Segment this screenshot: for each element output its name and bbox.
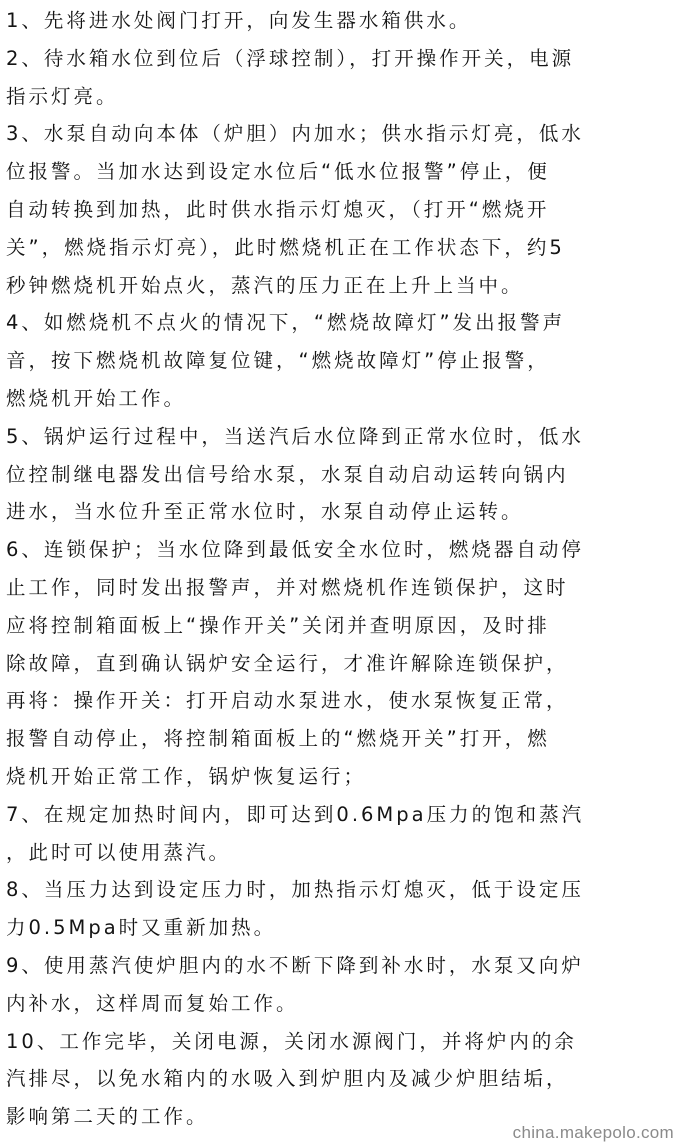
text-line: 影响第二天的工作。 bbox=[6, 1105, 209, 1129]
text-line: 应将控制箱面板上“操作开关”关闭并查明原因，及时排 bbox=[6, 613, 550, 637]
text-line: 3、水泵自动向本体（炉胆）内加水；供水指示灯亮，低水 bbox=[6, 122, 584, 146]
text-line: 7、在规定加热时间内，即可达到0.6Mpa压力的饱和蒸汽 bbox=[6, 802, 585, 826]
watermark: china.makepolo.com bbox=[512, 1123, 674, 1142]
text-line: 关”，燃烧指示灯亮），此时燃烧机正在工作状态下，约5 bbox=[6, 235, 565, 259]
text-line: 秒钟燃烧机开始点火，蒸汽的压力正在上升上当中。 bbox=[6, 273, 524, 297]
text-line: 再将：操作开关：打开启动水泵进水，使水泵恢复正常， bbox=[6, 689, 569, 713]
text-line: 2、待水箱水位到位后（浮球控制），打开操作开关，电源 bbox=[6, 46, 575, 70]
text-line: 5、锅炉运行过程中，当送汽后水位降到正常水位时，低水 bbox=[6, 424, 584, 448]
text-line: 力0.5Mpa时又重新加热。 bbox=[6, 916, 277, 940]
text-line: 6、连锁保护；当水位降到最低安全水位时，燃烧器自动停 bbox=[6, 538, 584, 562]
text-line: 烧机开始正常工作，锅炉恢复运行； bbox=[6, 764, 367, 788]
text-line: 进水，当水位升至正常水位时，水泵自动停止运转。 bbox=[6, 500, 524, 524]
text-line: 音，按下燃烧机故障复位键，“燃烧故障灯”停止报警， bbox=[6, 349, 550, 373]
text-line: 止工作，同时发出报警声，并对燃烧机作连锁保护，这时 bbox=[6, 575, 569, 599]
text-line: 燃烧机开始工作。 bbox=[6, 386, 187, 410]
text-line: 除故障，直到确认锅炉安全运行，才准许解除连锁保护， bbox=[6, 651, 569, 675]
text-line: 汽排尽，以免水箱内的水吸入到炉胆内及减少炉胆结垢， bbox=[6, 1067, 569, 1091]
text-line: 8、当压力达到设定压力时，加热指示灯熄灭，低于设定压 bbox=[6, 878, 584, 902]
text-line: 1、先将进水处阀门打开，向发生器水箱供水。 bbox=[6, 9, 472, 32]
text-line: ，此时可以使用蒸汽。 bbox=[6, 840, 232, 864]
text-line: 位报警。当加水达到设定水位后“低水位报警”停止，便 bbox=[6, 160, 550, 184]
text-line: 指示灯亮。 bbox=[6, 84, 119, 108]
text-line: 位控制继电器发出信号给水泵，水泵自动启动运转向锅内 bbox=[6, 462, 569, 486]
text-line: 报警自动停止，将控制箱面板上的“燃烧开关”打开，燃 bbox=[6, 727, 550, 751]
text-line: 9、使用蒸汽使炉胆内的水不断下降到补水时，水泵又向炉 bbox=[6, 953, 584, 977]
document-body bbox=[6, 2, 672, 1136]
text-line: 4、如燃烧机不点火的情况下，“燃烧故障灯”发出报警声 bbox=[6, 311, 566, 335]
text-line: 内补水，这样周而复始工作。 bbox=[6, 991, 299, 1015]
text-line: 10、工作完毕，关闭电源，关闭水源阀门，并将炉内的余 bbox=[6, 1029, 577, 1053]
text-line: 自动转换到加热，此时供水指示灯熄灭，（打开“燃烧开 bbox=[6, 197, 550, 221]
